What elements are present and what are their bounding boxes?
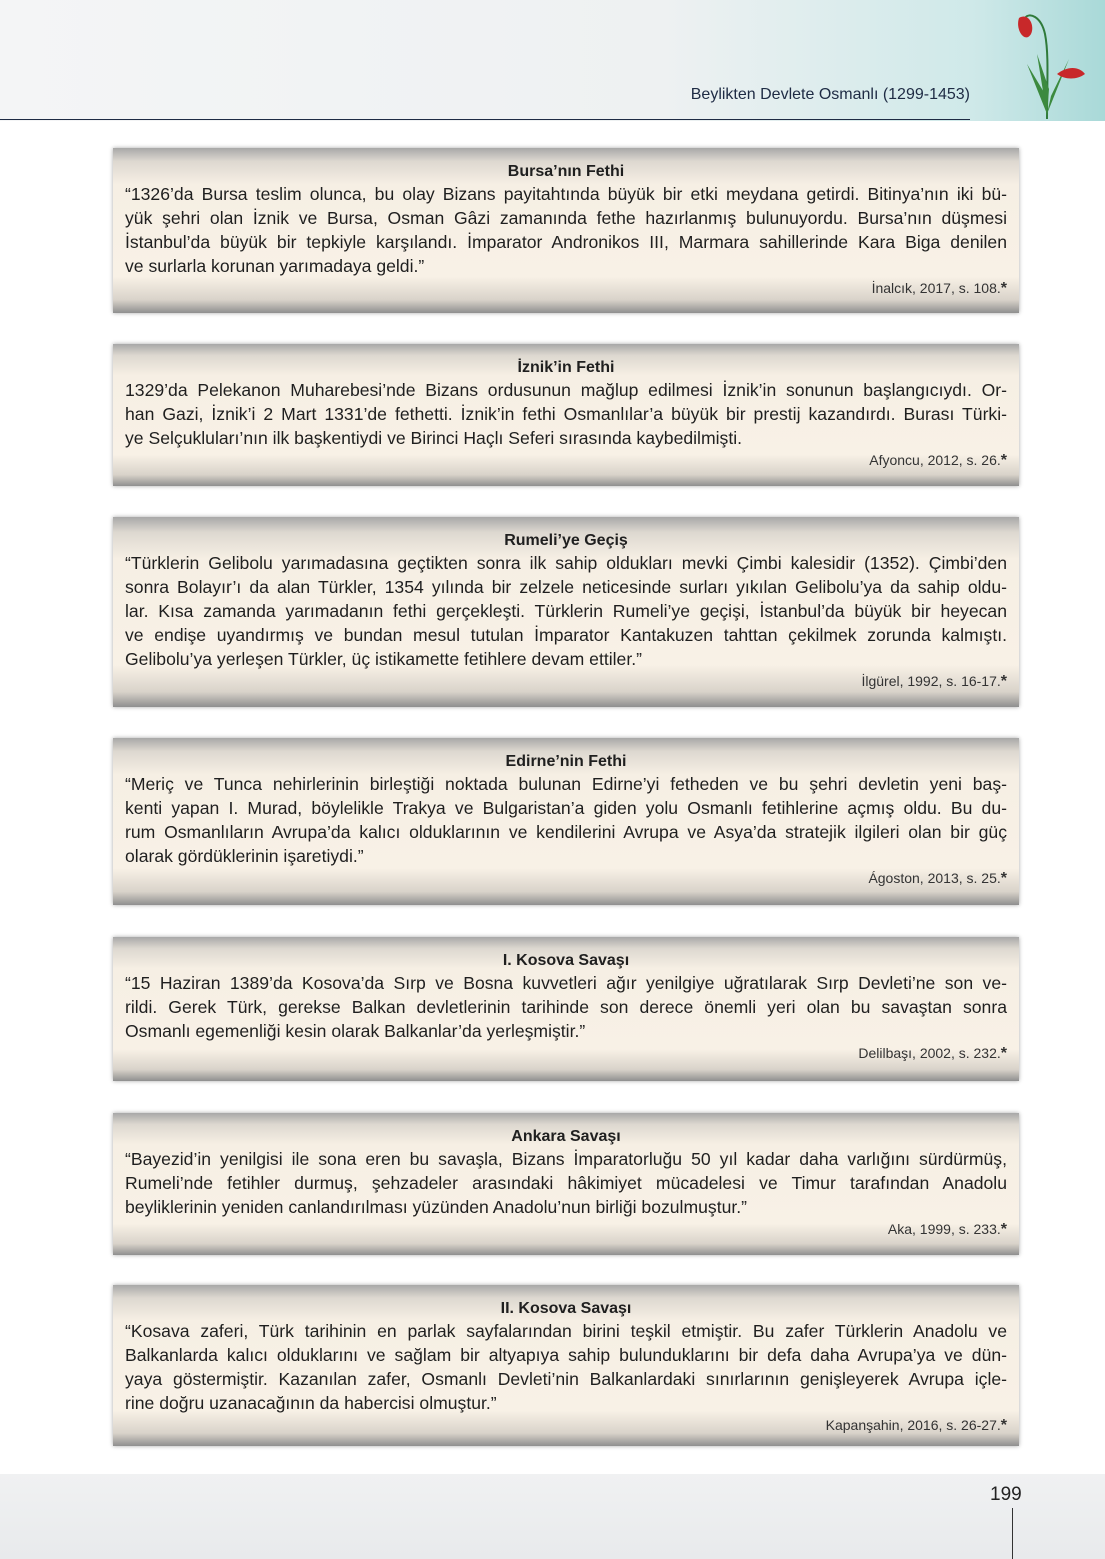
page-number-rule bbox=[1012, 1508, 1013, 1559]
quote-body bbox=[125, 1319, 1007, 1415]
citation-text: İlgürel, 1992, s. 16-17. bbox=[861, 673, 1001, 689]
quote-line: İstanbul’da büyük bir tepkiyle karşılandı. İmparator Andronikos III, Marmara sahillerinde Kara Biga denilen bbox=[125, 232, 1007, 252]
citation-text: İnalcık, 2017, s. 108. bbox=[871, 280, 1001, 296]
citation-text: Aka, 1999, s. 233. bbox=[887, 1221, 1001, 1237]
quote-line: “1326’da Bursa teslim olunca, bu olay Bizans payitahtında büyük bir etki meydana getirdi. Bitinya’nın iki bü- bbox=[125, 184, 1007, 204]
quote-title: II. Kosova Savaşı bbox=[500, 1300, 632, 1317]
quote-line: “Meriç ve Tunca nehirlerinin birleştiği noktada bulunan Edirne’yi fetheden ve bu şehri devletin yeni baş- bbox=[125, 774, 1007, 794]
quote-body bbox=[125, 1147, 1007, 1219]
citation bbox=[113, 1219, 1007, 1240]
quote-line: rine doğru uzanacağının da habercisi olmuştur.” bbox=[125, 1393, 497, 1413]
footnote-mark: * bbox=[1000, 280, 1007, 297]
header-rule bbox=[0, 119, 970, 120]
citation bbox=[113, 450, 1007, 471]
quote-box bbox=[113, 517, 1019, 707]
quote-body bbox=[125, 551, 1007, 671]
quote-box bbox=[113, 148, 1019, 313]
quote-title: Bursa’nın Fethi bbox=[507, 163, 625, 180]
quote-body bbox=[125, 182, 1007, 278]
quote-line: lar. Kısa zamanda yarımadanın fethi gerçekleşti. Türklerin Rumeli’ye geçişi, İstanbul’da büyük bir heyecan bbox=[125, 601, 1007, 621]
quote-line: sonra Bolayır’ı da alan Türkler, 1354 yılında bir zelzele neticesinde surları yıkılan Gelibolu’ya da sahip oldu- bbox=[125, 577, 1007, 597]
quote-title: Edirne’nin Fethi bbox=[505, 753, 627, 770]
footnote-mark: * bbox=[1000, 452, 1007, 469]
citation bbox=[113, 1043, 1007, 1064]
citation bbox=[113, 671, 1007, 692]
quote-body bbox=[125, 378, 1007, 450]
quote-line: 1329’da Pelekanon Muharebesi’nde Bizans ordusunun mağlup edilmesi İznik’in sonunun başlangıcıydı. Or- bbox=[125, 380, 1007, 400]
citation bbox=[113, 278, 1007, 299]
footnote-mark: * bbox=[1000, 870, 1007, 887]
quote-box bbox=[113, 1113, 1019, 1255]
quote-title: Ankara Savaşı bbox=[511, 1128, 621, 1145]
quote-box bbox=[113, 937, 1019, 1081]
quote-line: yaya göstermiştir. Kazanılan zafer, Osmanlı Devleti’nin Balkanlardaki sınırlarının genişleyerek Avrupa içle- bbox=[125, 1369, 1007, 1389]
citation-text: Kapanşahin, 2016, s. 26-27. bbox=[825, 1417, 1001, 1433]
citation-text: Ágoston, 2013, s. 25. bbox=[868, 870, 1001, 886]
footnote-mark: * bbox=[1000, 1045, 1007, 1062]
quote-line: beyliklerinin yeniden canlandırılması yüzünden Anadolu’nun birliği bozulmuştur.” bbox=[125, 1197, 748, 1217]
quote-line: kenti yapan I. Murad, böylelikle Trakya ve Bulgaristan’a giden yolu Osmanlı fetihlerine açmış oldu. Bu du- bbox=[125, 798, 1007, 818]
quote-line: Gelibolu’ya yerleşen Türkler, üç istikamette fetihlere devam ettiler.” bbox=[125, 649, 642, 669]
quote-line: olarak gördüklerinin işaretiydi.” bbox=[125, 846, 364, 866]
citation bbox=[113, 868, 1007, 889]
footnote-mark: * bbox=[1000, 1221, 1007, 1238]
quote-line: Balkanlarda kalıcı olduklarını ve sağlam bir altyapıya sahip bulunduklarını bir defa daha Avrupa’ya ve dün- bbox=[125, 1345, 1007, 1365]
quote-line: ve surlarla korunan yarımadaya geldi.” bbox=[125, 256, 425, 276]
quote-title: Rumeli’ye Geçiş bbox=[504, 532, 628, 549]
citation-text: Delilbaşı, 2002, s. 232. bbox=[858, 1045, 1001, 1061]
footnote-mark: * bbox=[1000, 1417, 1007, 1434]
quote-body bbox=[125, 772, 1007, 868]
quote-line: “Türklerin Gelibolu yarımadasına geçtikten sonra ilk sahip oldukları mevki Çimbi kalesidir (1352). Çimbi’den bbox=[125, 553, 1007, 573]
footnote-mark: * bbox=[1000, 673, 1007, 690]
quote-line: Rumeli’nde fetihler durmuş, şehzadeler arasındaki hâkimiyet mücadelesi ve Timur tarafından Anadolu bbox=[125, 1173, 1007, 1193]
tulip-icon bbox=[1007, 4, 1087, 119]
quote-line: “15 Haziran 1389’da Kosova’da Sırp ve Bosna kuvvetleri ağır yenilgiye uğratılarak Sırp Devleti’ne son ve- bbox=[125, 973, 1007, 993]
quote-line: “Bayezid’in yenilgisi ile sona eren bu savaşla, Bizans İmparatorluğu 50 yıl kadar daha varlığını sürdürmüş, bbox=[125, 1149, 1007, 1169]
page-number: 199 bbox=[990, 1484, 1022, 1505]
quote-box bbox=[113, 344, 1019, 486]
quote-line: “Kosava zaferi, Türk tarihinin en parlak sayfalarından birini teşkil etmiştir. Bu zafer Türklerin Anadolu ve bbox=[125, 1321, 1007, 1341]
quote-line: rum Osmanlıların Avrupa’da kalıcı olduklarının ve kendilerini Avrupa ve Asya’da stratejik ilgileri olan bir güç bbox=[125, 822, 1007, 842]
quote-line: ve endişe uyandırmış ve bundan mesul tutulan İmparator Kantakuzen tahttan çekilmek zorunda kalmıştı. bbox=[125, 625, 1007, 645]
quote-line: ye Selçukluları’nın ilk başkentiydi ve Birinci Haçlı Seferi sırasında kaybedilmişti. bbox=[125, 428, 743, 448]
quote-body bbox=[125, 971, 1007, 1043]
quote-title: I. Kosova Savaşı bbox=[502, 952, 630, 969]
quote-title: İznik’in Fethi bbox=[517, 359, 615, 376]
page-header bbox=[0, 0, 1105, 121]
page-footer bbox=[0, 1474, 1105, 1559]
quote-line: yük şehri olan İznik ve Bursa, Osman Gâzi zamanında fethe hazırlanmış bulunuyordu. Bursa’nın düşmesi bbox=[125, 208, 1007, 228]
quote-line: han Gazi, İznik’i 2 Mart 1331’de fethetti. İznik’in fethi Osmanlılar’a büyük bir prestij kazandırdı. Burası Türki- bbox=[125, 404, 1007, 424]
header-title: Beylikten Devlete Osmanlı (1299-1453) bbox=[690, 86, 970, 103]
quote-line: rildi. Gerek Türk, gerekse Balkan devletlerinin tarihinde son derece önemli yeri olan bu savaştan sonra bbox=[125, 997, 1007, 1017]
citation bbox=[113, 1415, 1007, 1436]
quote-box bbox=[113, 738, 1019, 905]
citation-text: Afyoncu, 2012, s. 26. bbox=[869, 452, 1001, 468]
quote-box bbox=[113, 1285, 1019, 1446]
quote-line: Osmanlı egemenliği kesin olarak Balkanlar’da yerleşmiştir.” bbox=[125, 1021, 586, 1041]
